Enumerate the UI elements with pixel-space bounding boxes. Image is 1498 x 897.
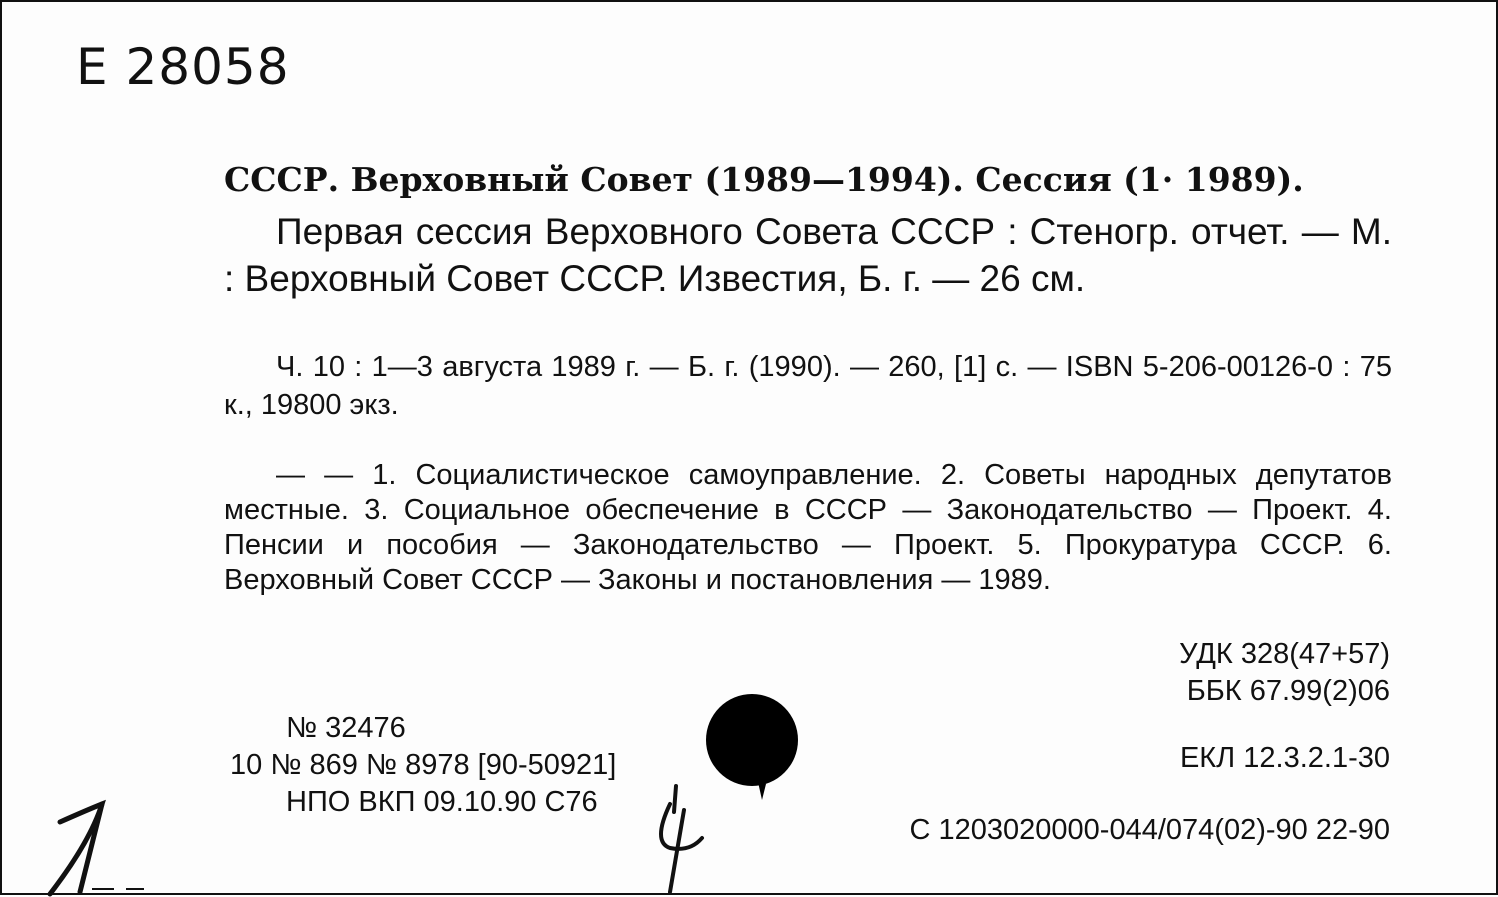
handwritten-mark-four (642, 782, 722, 894)
bbk-code: ББК 67.99(2)06 (1186, 675, 1390, 707)
udk-code: УДК 328(47+57) (1179, 638, 1390, 670)
title-description: Первая сессия Верховного Совета СССР : Стеногр. отчет. — М. : Верховный Совет СССР. Известия, Б. г. — 26 см. (224, 211, 1392, 299)
classification-block (1179, 636, 1390, 710)
part-description: Ч. 10 : 1—3 августа 1989 г. — Б. г. (1990). — 260, [1] с. — ISBN 5-206-00126-0 : 75 к., 19800 экз. (224, 351, 1392, 421)
order-line-3: НПО ВКП 09.10.90 С76 (286, 786, 598, 818)
card-heading: СССР. Верховный Совет (1989—1994). Сессия (1· 1989). (224, 160, 1304, 199)
order-number: № 32476 (286, 712, 406, 744)
publication-code: С 1203020000-044/074(02)-90 22-90 (909, 814, 1390, 846)
handwritten-mark-one (32, 792, 162, 897)
ekl-code: ЕКЛ 12.3.2.1-30 (1179, 742, 1390, 774)
subject-headings: — — 1. Социалистическое самоуправление. 2. Советы народных депутатов местные. 3. Социальное обеспечение в СССР — Законодательство — Проект. 4. Пенсии и пособия — Законодательство — Проект. 5. Прокуратура СССР. 6. Верховный Совет СССР — Законы и постановления — 1989. (224, 459, 1392, 596)
accession-stamp: Е 28058 (76, 38, 290, 96)
order-info (230, 710, 616, 821)
order-line-2: 10 № 869 № 8978 [90-50921] (230, 749, 617, 781)
